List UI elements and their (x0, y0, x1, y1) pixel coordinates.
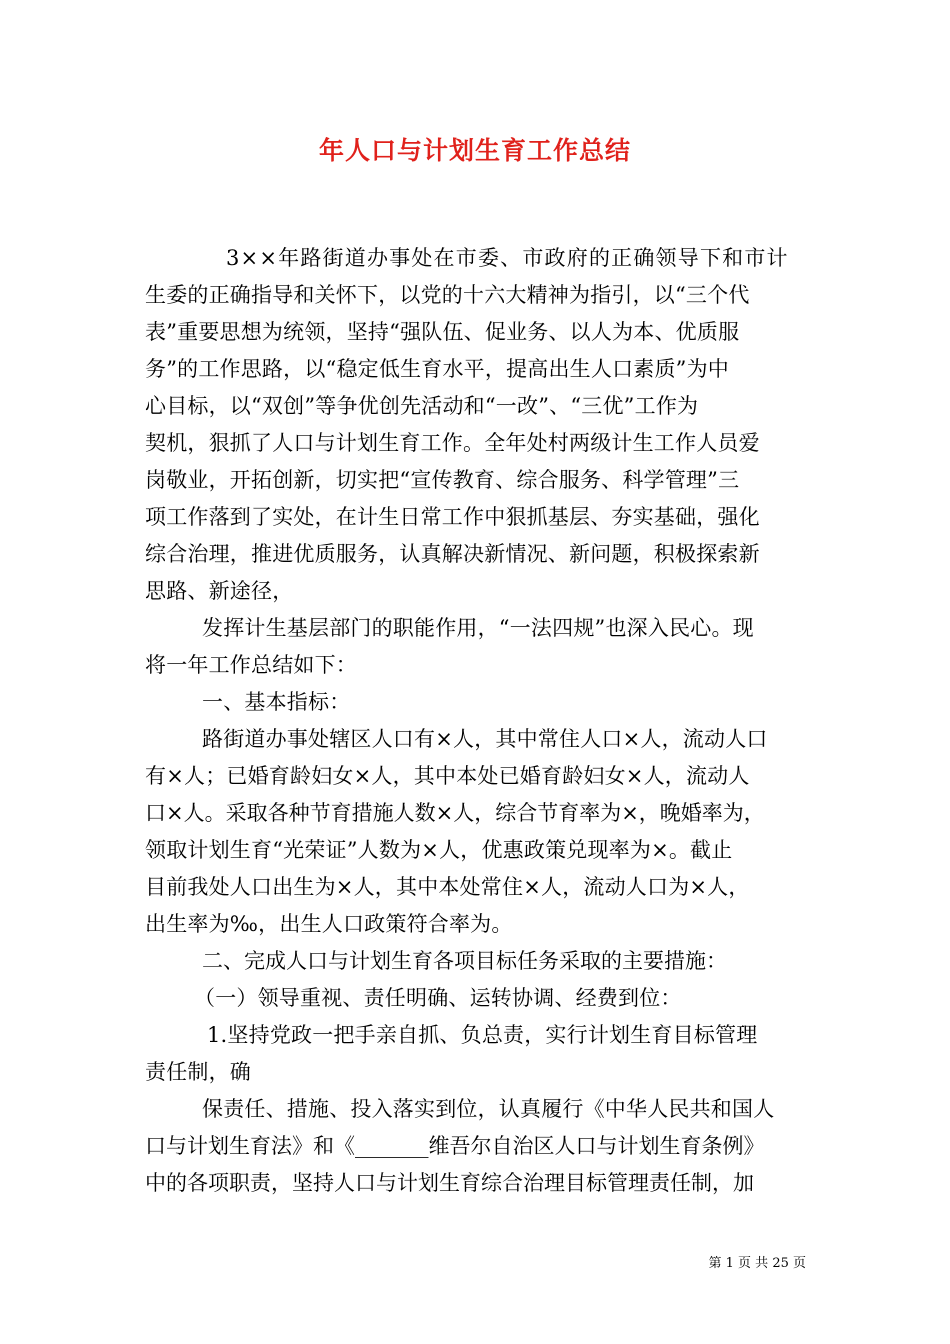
subsection-heading: （一）领导重视、责任明确、运转协调、经费到位： (194, 986, 682, 1010)
paragraph-line: 路街道办事处辖区人口有×人，其中常住人口×人，流动人口 (202, 727, 768, 751)
paragraph-line: 口×人。采取各种节育措施人数×人，综合节育率为×，晚婚率为， (145, 801, 765, 825)
paragraph-line: 项工作落到了实处，在计生日常工作中狠抓基层、夯实基础，强化 (145, 505, 760, 529)
paragraph-line: 生委的正确指导和关怀下，以党的十六大精神为指引，以“三个代 (145, 283, 750, 307)
paragraph-line: 保责任、措施、投入落实到位，认真履行《中华人民共和国人 (202, 1097, 775, 1121)
paragraph-line: 出生率为‰，出生人口政策符合率为。 (145, 912, 513, 936)
paragraph-line: 领取计划生育“光荣证”人数为×人，优惠政策兑现率为×。截止 (145, 838, 733, 862)
paragraph-line: 中的各项职责，坚持人口与计划生育综合治理目标管理责任制，加 (145, 1171, 754, 1195)
paragraph-line: 岗敬业，开拓创新，切实把“宣传教育、综合服务、科学管理”三 (145, 468, 740, 492)
paragraph-line: 思路、新途径， (145, 579, 294, 603)
paragraph-line: 契机，狠抓了人口与计划生育工作。全年处村两级计生工作人员爱 (145, 431, 760, 455)
paragraph-line: 表”重要思想为统领，坚持“强队伍、促业务、以人为本、优质服 (145, 320, 740, 344)
paragraph-line: 责任制，确 (145, 1060, 251, 1084)
page-number-footer: 第 1 页 共 25 页 (708, 1256, 806, 1271)
paragraph-line: 口与计划生育法》和《_______维吾尔自治区人口与计划生育条例》 (145, 1134, 765, 1158)
section-heading: 二、完成人口与计划生育各项目标任务采取的主要措施： (202, 949, 727, 973)
paragraph-line: 心目标，以“双创”等争优创先活动和“一改”、“三优”工作为 (145, 394, 699, 418)
paragraph-line: 务”的工作思路，以“稳定低生育水平，提高出生人口素质”为中 (145, 357, 730, 381)
paragraph-line: 综合治理，推进优质服务，认真解决新情况、新问题，积极探索新 (145, 542, 760, 566)
paragraph-line: 目前我处人口出生为×人，其中本处常住×人，流动人口为×人， (145, 875, 750, 899)
paragraph-line: 3××年路街道办事处在市委、市政府的正确领导下和市计 (226, 246, 789, 270)
paragraph-line: 发挥计生基层部门的职能作用，“一法四规”也深入民心。现 (202, 616, 754, 640)
page-title: 年人口与计划生育工作总结 (318, 136, 631, 165)
section-heading: 一、基本指标： (202, 690, 351, 714)
paragraph-line: 1.坚持党政一把手亲自抓、负总责，实行计划生育目标管理 (207, 1023, 758, 1047)
paragraph-line: 将一年工作总结如下： (145, 653, 357, 677)
paragraph-line: 有×人；已婚育龄妇女×人，其中本处已婚育龄妇女×人，流动人 (145, 764, 750, 788)
